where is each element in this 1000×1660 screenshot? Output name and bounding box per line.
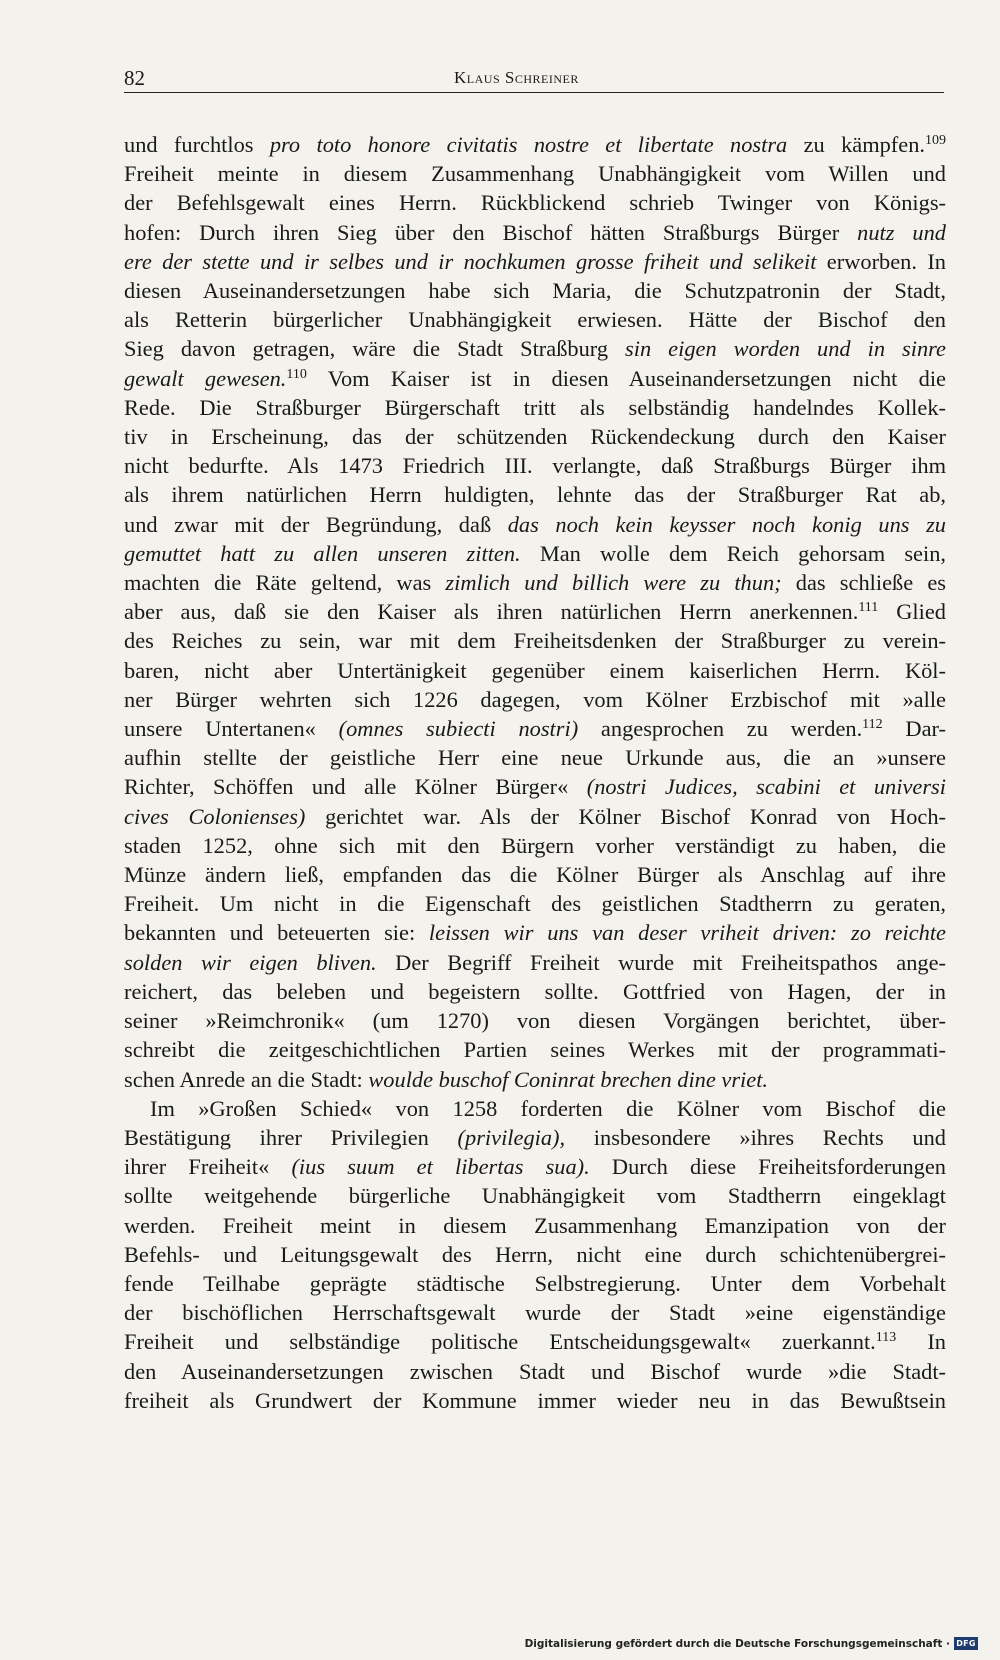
italic-quote: sin eigen worden und in sinre (625, 336, 946, 362)
text-segment: hofen: Durch ihren Sieg über den Bischof hätten Straßburgs Bürger (124, 219, 858, 245)
italic-quote: ere der stette und ir selbes und ir nochkumen grosse friheit und selikeit (124, 248, 817, 274)
text-line (124, 685, 946, 714)
text-line (124, 334, 946, 363)
text-line (124, 948, 946, 977)
text-segment: als ihrem natürlichen Herrn huldigten, lehnte das der Straßburger Rat ab, (124, 482, 946, 508)
text-line (124, 772, 946, 801)
text-segment: insbesondere »ihres Rechts und (565, 1124, 946, 1150)
text-segment: unsere Untertanen« (124, 716, 339, 742)
text-segment: den Auseinandersetzungen zwischen Stadt und Bischof wurde »die Stadt- (124, 1358, 946, 1384)
text-segment: machten die Räte geltend, was (124, 570, 446, 596)
text-segment: seiner »Reimchronik« (um 1270) von diesen Vorgängen berichtet, über- (124, 1008, 946, 1034)
text-line (124, 276, 946, 305)
text-segment: Richter, Schöffen und alle Kölner Bürger« (124, 774, 587, 800)
text-segment: das schließe es (781, 570, 946, 596)
text-segment: aber aus, daß sie den Kaiser als ihren natürlichen Herrn anerkennen. (124, 599, 859, 625)
text-segment: des Reiches zu sein, war mit dem Freiheitsdenken der Straßburger zu verein- (124, 628, 946, 654)
italic-quote: gewalt gewesen. (124, 365, 287, 391)
text-segment: Sieg davon getragen, wäre die Stadt Straßburg (124, 336, 626, 362)
italic-quote: cives Colonienses) (124, 803, 306, 829)
text-line (124, 1006, 946, 1035)
text-segment: Der Begriff Freiheit wurde mit Freiheitspathos ange- (376, 949, 946, 975)
text-segment: In (896, 1329, 946, 1355)
text-segment: werden. Freiheit meint in diesem Zusammenhang Emanzipation von der (124, 1212, 946, 1238)
text-line (124, 451, 946, 480)
text-segment: und furchtlos (124, 132, 270, 157)
text-line (124, 539, 946, 568)
text-segment: Glied (878, 599, 947, 625)
text-segment: der bischöflichen Herrschaftsgewalt wurde der Stadt »eine eigenständige (124, 1300, 946, 1326)
text-line (124, 1094, 946, 1123)
footnote-marker: 111 (858, 600, 879, 616)
text-line (124, 1181, 946, 1210)
text-segment: Freiheit und selbständige politische Entscheidungsgewalt« zuerkannt. (124, 1329, 876, 1355)
page-number: 82 (124, 66, 145, 90)
text-line (124, 1240, 946, 1269)
text-segment: staden 1252, ohne sich mit den Bürgern vorher verständigt zu haben, die (124, 832, 946, 858)
text-segment: gerichtet war. Als der Kölner Bischof Konrad von Hoch- (305, 803, 947, 829)
italic-quote: das noch kein keysser noch konig uns zu (507, 511, 946, 537)
text-line (124, 831, 946, 860)
italic-quote: (omnes subiecti nostri) (338, 716, 579, 742)
footnote-marker: 113 (875, 1330, 897, 1346)
italic-quote: solden wir eigen bliven. (124, 949, 377, 975)
text-line (124, 1327, 946, 1356)
text-segment: angesprochen zu werden. (578, 716, 863, 742)
text-line (124, 510, 946, 539)
text-segment: aufhin stellte der geistliche Herr eine neue Urkunde aus, die an »unsere (124, 745, 946, 771)
text-line (124, 1123, 946, 1152)
footnote-marker: 109 (925, 133, 946, 148)
footnote-marker: 110 (286, 366, 307, 382)
digitization-footer (525, 1637, 978, 1650)
text-segment: Freiheit meinte in diesem Zusammenhang Unabhängigkeit vom Willen und (124, 161, 946, 187)
italic-quote: (ius suum et libertas sua). (291, 1154, 590, 1180)
text-line (124, 568, 946, 597)
text-line (124, 247, 946, 276)
text-segment: freiheit als Grundwert der Kommune immer wieder neu in das Bewußtsein (124, 1387, 946, 1413)
text-line (124, 802, 946, 831)
text-segment: Münze ändern ließ, empfanden das die Kölner Bürger als Anschlag auf ihre (124, 862, 946, 888)
italic-quote: pro toto honore civitatis nostre et libertate nostra (269, 132, 788, 157)
text-segment: schen Anrede an die Stadt: (124, 1066, 369, 1092)
text-segment: Rede. Die Straßburger Bürgerschaft tritt als selbständig handelndes Kollek- (124, 394, 946, 420)
header-rule (124, 92, 944, 93)
text-line (124, 364, 946, 393)
text-line (124, 422, 946, 451)
text-segment: Durch diese Freiheitsforderungen (589, 1154, 946, 1180)
italic-quote: nutz und (857, 219, 946, 245)
dfg-logo: DFG (954, 1637, 978, 1650)
text-line (124, 305, 946, 334)
text-line (124, 1298, 946, 1327)
text-line (124, 656, 946, 685)
text-segment: Befehls- und Leitungsgewalt des Herrn, nicht eine durch schichtenübergrei- (124, 1241, 946, 1267)
text-line (124, 480, 946, 509)
italic-quote: zimlich und billich were zu thun; (445, 570, 782, 596)
text-segment: Vom Kaiser ist in diesen Auseinandersetzungen nicht die (306, 365, 946, 391)
text-line (124, 977, 946, 1006)
text-line (124, 1269, 946, 1298)
text-line (124, 1065, 946, 1094)
text-segment: als Retterin bürgerlicher Unabhängigkeit erwiesen. Hätte der Bischof den (124, 307, 946, 333)
text-line (124, 1357, 946, 1386)
text-segment: sollte weitgehende bürgerliche Unabhängigkeit vom Stadtherrn eingeklagt (124, 1183, 946, 1209)
text-segment: Dar- (882, 716, 946, 742)
text-line (124, 597, 946, 626)
text-segment: erworben. In (816, 248, 946, 274)
text-line (124, 860, 946, 889)
text-segment: ihrer Freiheit« (124, 1154, 292, 1180)
text-line (124, 130, 946, 159)
text-line (124, 218, 946, 247)
text-segment: nicht bedurfte. Als 1473 Friedrich III. verlangte, daß Straßburgs Bürger ihm (124, 453, 946, 479)
italic-quote: (nostri Judices, scabini et universi (586, 774, 946, 800)
body-text (124, 130, 946, 1415)
text-segment: Bestätigung ihrer Privilegien (124, 1124, 458, 1150)
text-segment: Freiheit. Um nicht in die Eigenschaft des geistlichen Stadtherrn zu geraten, (124, 891, 946, 917)
footnote-marker: 112 (862, 717, 883, 733)
text-segment: bekannten und beteuerten sie: (124, 920, 429, 946)
text-segment: diesen Auseinandersetzungen habe sich Maria, die Schutzpatronin der Stadt, (124, 278, 946, 304)
text-line (124, 889, 946, 918)
text-segment: Im »Großen Schied« von 1258 forderten die Kölner vom Bischof die (150, 1095, 946, 1121)
italic-quote: leissen wir uns van deser vriheit driven: zo reichte (428, 920, 946, 946)
text-segment: Man wolle dem Reich gehorsam sein, (520, 540, 946, 566)
text-line (124, 1211, 946, 1240)
text-segment: tiv in Erscheinung, das der schützenden Rückendeckung durch den Kaiser (124, 424, 946, 450)
text-segment: baren, nicht aber Untertänigkeit gegenüber einem kaiserlichen Herrn. Köl- (124, 657, 946, 683)
text-line (124, 1035, 946, 1064)
text-line (124, 1152, 946, 1181)
text-line (124, 188, 946, 217)
text-segment: zu kämpfen. (787, 132, 925, 157)
italic-quote: woulde buschof Coninrat brechen dine vriet. (368, 1066, 769, 1092)
text-line (124, 714, 946, 743)
text-line (124, 918, 946, 947)
running-head-author: Klaus Schreiner (454, 68, 579, 87)
text-line (124, 743, 946, 772)
footer-credit: Digitalisierung gefördert durch die Deutsche Forschungsgemeinschaft · (524, 1637, 950, 1650)
text-segment: und zwar mit der Begründung, daß (124, 511, 508, 537)
text-segment: ner Bürger wehrten sich 1226 dagegen, vom Kölner Erzbischof mit »alle (124, 686, 946, 712)
text-segment: fende Teilhabe geprägte städtische Selbstregierung. Unter dem Vorbehalt (124, 1270, 946, 1296)
text-line (124, 159, 946, 188)
text-segment: der Befehlsgewalt eines Herrn. Rückblickend schrieb Twinger von Königs- (124, 190, 946, 216)
italic-quote: gemuttet hatt zu allen unseren zitten. (124, 540, 521, 566)
italic-quote: (privilegia), (457, 1124, 566, 1150)
text-line (124, 393, 946, 422)
text-line (124, 1386, 946, 1415)
text-segment: schreibt die zeitgeschichtlichen Partien seines Werkes mit der programmati- (124, 1037, 946, 1063)
text-segment: reichert, das beleben und begeistern sollte. Gottfried von Hagen, der in (124, 978, 946, 1004)
text-line (124, 626, 946, 655)
